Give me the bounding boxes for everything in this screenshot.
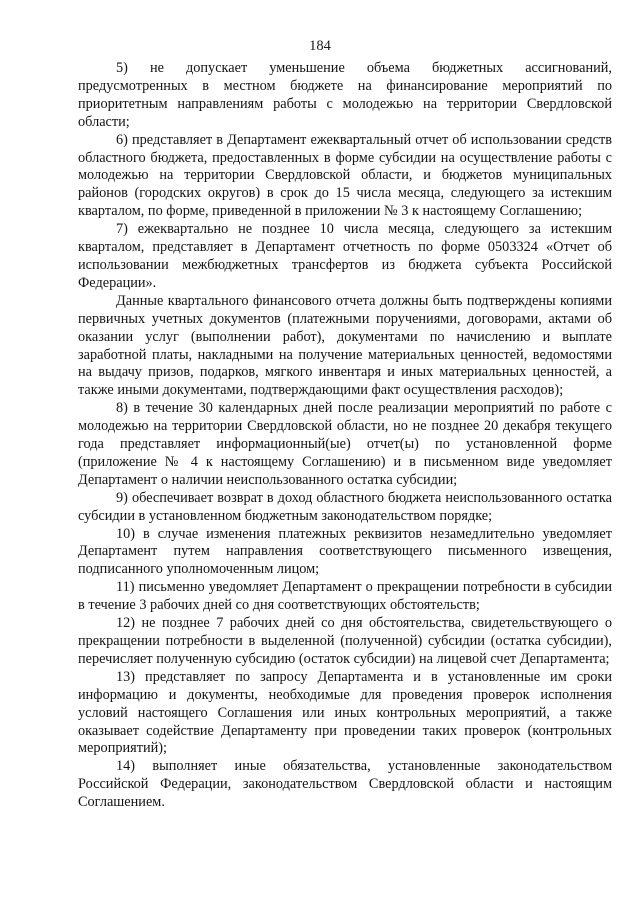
paragraph-item-13: 13) представляет по запросу Департамента и в установленные им сроки информацию и документы, необходимые для проведения проверок исполнения условий настоящего Соглашения или иных контрольных мероприятий, а также оказывает содействие Департаменту при проведении таких проверок (контрольных мероприятий); bbox=[78, 668, 612, 757]
paragraph-item-6: 6) представляет в Департамент ежеквартальный отчет об использовании средств областного бюджета, предоставленных в форме субсидии на осуществление работы с молодежью на территории Свердловской области, и бюджетов муниципальных районов (городских округов) в срок до 15 числа месяца, следующего за истекшим кварталом, по форме, приведенной в приложении № 3 к настоящему Соглашению; bbox=[78, 131, 612, 220]
document-body bbox=[78, 60, 612, 812]
paragraph-item-7: 7) ежеквартально не позднее 10 числа месяца, следующего за истекшим кварталом, представляет в Департамент отчетность по форме 0503324 «Отчет об использовании межбюджетных трансфертов из бюджета субъекта Российской Федерации». bbox=[78, 221, 612, 291]
paragraph-item-14: 14) выполняет иные обязательства, установленные законодательством Российской Федерации, законодательством Свердловской области и настоящим Соглашением. bbox=[78, 758, 612, 811]
paragraph-item-10: 10) в случае изменения платежных реквизитов незамедлительно уведомляет Департамент путем направления соответствующего письменного извещения, подписанного уполномоченным лицом; bbox=[78, 525, 612, 578]
paragraph-item-12: 12) не позднее 7 рабочих дней со дня обстоятельства, свидетельствующего о прекращении потребности в выделенной (полученной) субсидии (остатка субсидии), перечисляет полученную субсидию (остаток субсидии) на лицевой счет Департамента; bbox=[78, 615, 612, 667]
paragraph-report-requirements: Данные квартального финансового отчета должны быть подтверждены копиями первичных учетных документов (платежными поручениями, договорами, актами об оказании услуг (выполнении работ), документами по начислению и выплате заработной платы, накладными на получение материальных ценностей, ведомостями на выдачу призов, подарков, мягкого инвентаря и иных материальных ценностей, а также иными документами, подтверждающими факт осуществления расходов); bbox=[78, 292, 612, 399]
paragraph-item-9: 9) обеспечивает возврат в доход областного бюджета неиспользованного остатка субсидии в установленном бюджетным законодательством порядке; bbox=[78, 489, 612, 524]
paragraph-item-11: 11) письменно уведомляет Департамент о прекращении потребности в субсидии в течение 3 рабочих дней со дня соответствующих обстоятельств; bbox=[78, 579, 612, 614]
paragraph-item-8: 8) в течение 30 календарных дней после реализации мероприятий по работе с молодежью на территории Свердловской области, но не позднее 20 декабря текущего года представляет информационный(ые) отчет(ы) по установленной форме (приложение № 4 к настоящему Соглашению) и в письменном виде уведомляет Департамент о наличии неиспользованного остатка субсидии; bbox=[78, 400, 612, 488]
paragraph-item-5: 5) не допускает уменьшение объема бюджетных ассигнований, предусмотренных в местном бюджете на финансирование мероприятий по приоритетным направлениям работы с молодежью на территории Свердловской области; bbox=[78, 60, 612, 130]
page-number: 184 bbox=[309, 38, 331, 54]
